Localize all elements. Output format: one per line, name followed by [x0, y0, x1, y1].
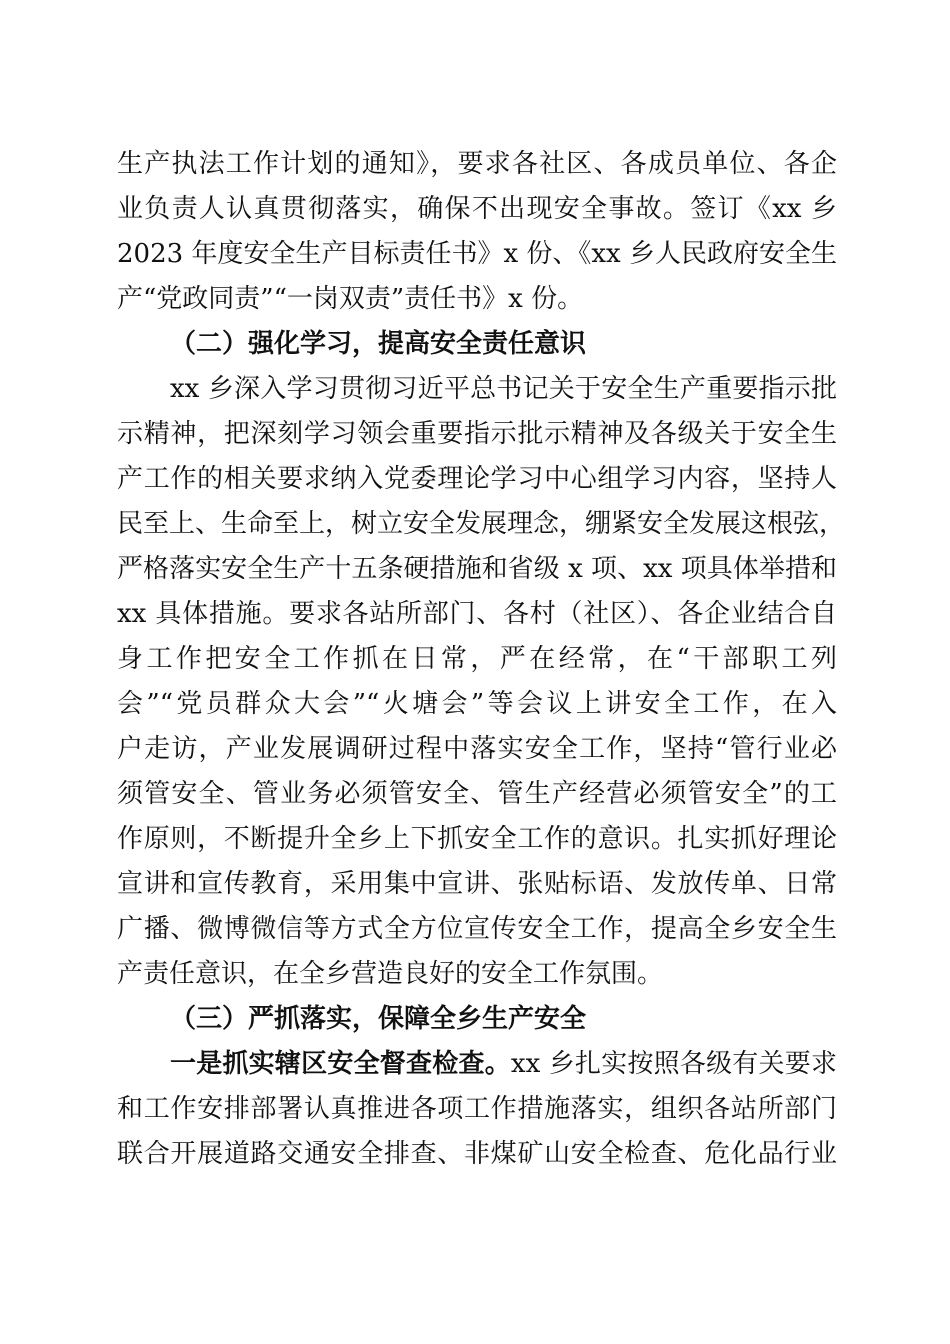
paragraph-2-line-6: xx 具体措施。要求各站所部门、各村（社区）、各企业结合自: [117, 599, 837, 629]
paragraph-2-line-8: 会”“党员群众大会”“火塘会”等会议上讲安全工作，在入: [117, 689, 837, 719]
section-heading-3: （三）严抓落实，保障全乡生产安全: [170, 1004, 587, 1034]
paragraph-2-line-5: 严格落实安全生产十五条硬措施和省级 x 项、xx 项具体举措和: [117, 554, 837, 584]
paragraph-2-line-4: 民至上、生命至上，树立安全发展理念，绷紧安全发展这根弦，: [117, 509, 846, 539]
paragraph-3-line-2: 和工作安排部署认真推进各项工作措施落实，组织各站所部门: [117, 1094, 837, 1124]
paragraph-2-line-9: 户走访，产业发展调研过程中落实安全工作，坚持“管行业必: [117, 734, 837, 764]
paragraph-2-line-2: 示精神，把深刻学习领会重要指示批示精神及各级关于安全生: [117, 419, 837, 449]
section-heading-2: （二）强化学习，提高安全责任意识: [170, 329, 587, 359]
paragraph-1-line-1: 生产执法工作计划的通知》，要求各社区、各成员单位、各企: [117, 149, 837, 179]
paragraph-3-line-1: [170, 1042, 837, 1086]
paragraph-3-lead: 一是抓实辖区安全督查检查。: [170, 1049, 511, 1079]
paragraph-1-line-4: 产“党政同责”“一岗双责”责任书》x 份。: [117, 284, 584, 314]
paragraph-2-line-11: 作原则，不断提升全乡上下抓安全工作的意识。扎实抓好理论: [117, 824, 837, 854]
paragraph-1-line-3: 2023 年度安全生产目标责任书》x 份、《xx 乡人民政府安全生: [117, 239, 837, 269]
paragraph-3-lead-rest: xx 乡扎实按照各级有关要求: [510, 1049, 837, 1079]
paragraph-2-line-7: 身工作把安全工作抓在日常，严在经常，在“干部职工列: [117, 644, 837, 674]
paragraph-2-line-1: xx 乡深入学习贯彻习近平总书记关于安全生产重要指示批: [170, 374, 837, 404]
paragraph-2-line-14: 产责任意识，在全乡营造良好的安全工作氛围。: [117, 959, 664, 989]
paragraph-2-line-13: 广播、微博微信等方式全方位宣传安全工作，提高全乡安全生: [117, 914, 837, 944]
paragraph-2-line-3: 产工作的相关要求纳入党委理论学习中心组学习内容，坚持人: [117, 464, 837, 494]
paragraph-2-line-10: 须管安全、管业务必须管安全、管生产经营必须管安全”的工: [117, 779, 837, 809]
paragraph-1-line-2: 业负责人认真贯彻落实，确保不出现安全事故。签订《xx 乡: [117, 194, 837, 224]
paragraph-3-line-3: 联合开展道路交通安全排查、非煤矿山安全检查、危化品行业: [117, 1139, 837, 1169]
paragraph-2-line-12: 宣讲和宣传教育，采用集中宣讲、张贴标语、发放传单、日常: [117, 869, 837, 899]
